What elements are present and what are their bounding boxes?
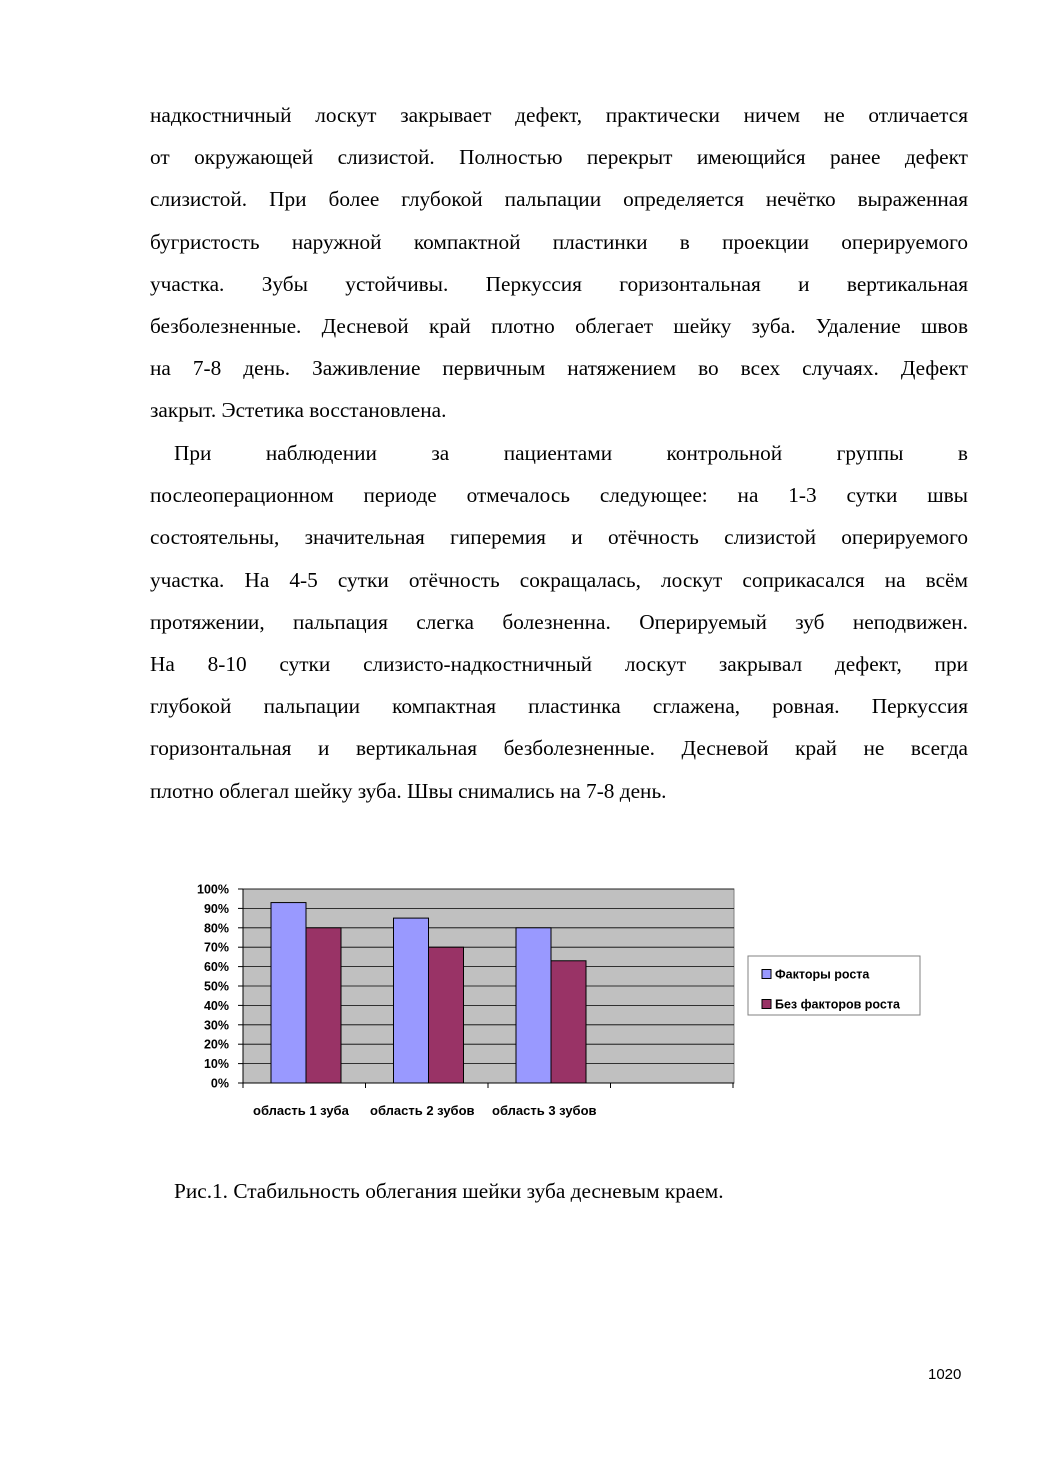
text-line: безболезненные. Десневой край плотно облегает шейку зуба. Удаление швов [150,313,968,338]
bar-no-growth-factors [551,961,586,1083]
x-tick-label: область 1 зуба [253,1103,349,1118]
text-line: на 7-8 день. Заживление первичным натяжением во всех случаях. Дефект [150,356,968,381]
text-line: На 8-10 сутки слизисто-надкостничный лоскут закрывал дефект, при [150,651,968,676]
text-line: состоятельны, значительная гиперемия и отёчность слизистой оперируемого [150,525,968,550]
figure-caption: Рис.1. Стабильность облегания шейки зуба десневым краем. [174,1179,724,1203]
text-line: При наблюдении за пациентами контрольной группы в [174,441,968,465]
text-line: глубокой пальпации компактная пластинка сглажена, ровная. Перкуссия [150,694,968,719]
x-tick-label: область 3 зубов [492,1103,597,1118]
legend-label: Факторы роста [775,967,870,982]
bar-growth-factors [516,928,551,1083]
text-line: от окружающей слизистой. Полностью перекрыт имеющийся ранее дефект [150,145,968,170]
bar-growth-factors [394,918,429,1083]
y-tick-label: 100% [197,882,229,897]
y-tick-label: 20% [203,1037,229,1052]
bar-chart [180,875,940,1135]
y-tick-label: 10% [203,1057,229,1072]
text-line: участка. Зубы устойчивы. Перкуссия горизонтальная и вертикальная [150,271,968,296]
x-tick-label: область 2 зубов [370,1103,475,1118]
text-line: плотно облегал шейку зуба. Швы снимались на 7-8 день. [150,778,667,803]
bar-growth-factors [271,903,306,1083]
page-number: 1020 [928,1366,962,1383]
text-line: закрыт. Эстетика восстановлена. [150,398,447,423]
bar-no-growth-factors [306,928,341,1083]
text-line: горизонтальная и вертикальная безболезненные. Десневой край не всегда [150,736,968,761]
legend-swatch [762,970,771,979]
paragraph-1 [150,94,968,432]
y-tick-label: 0% [210,1076,229,1091]
y-tick-label: 30% [203,1018,229,1033]
legend-swatch [762,1000,771,1009]
text-line: бугристость наружной компактной пластинки в проекции оперируемого [150,229,968,254]
y-tick-label: 80% [203,921,229,936]
bar-chart-svg [180,875,940,1135]
text-line: протяжении, пальпация слегка болезненна. Оперируемый зуб неподвижен. [150,609,968,634]
text-line: послеоперационном периоде отмечалось следующее: на 1-3 сутки швы [150,483,968,508]
legend-label: Без факторов роста [775,997,900,1012]
y-tick-label: 60% [203,960,229,975]
bar-no-growth-factors [429,947,464,1083]
y-tick-label: 40% [203,998,229,1013]
text-line: надкостничный лоскут закрывает дефект, практически ничем не отличается [150,103,968,127]
text-line: участка. На 4-5 сутки отёчность сокращалась, лоскут соприкасался на всём [150,567,968,592]
y-tick-label: 90% [203,901,229,916]
y-tick-label: 70% [203,940,229,955]
paragraph-2 [150,432,968,812]
text-line: слизистой. При более глубокой пальпации определяется нечётко выраженная [150,187,968,212]
y-tick-label: 50% [203,979,229,994]
